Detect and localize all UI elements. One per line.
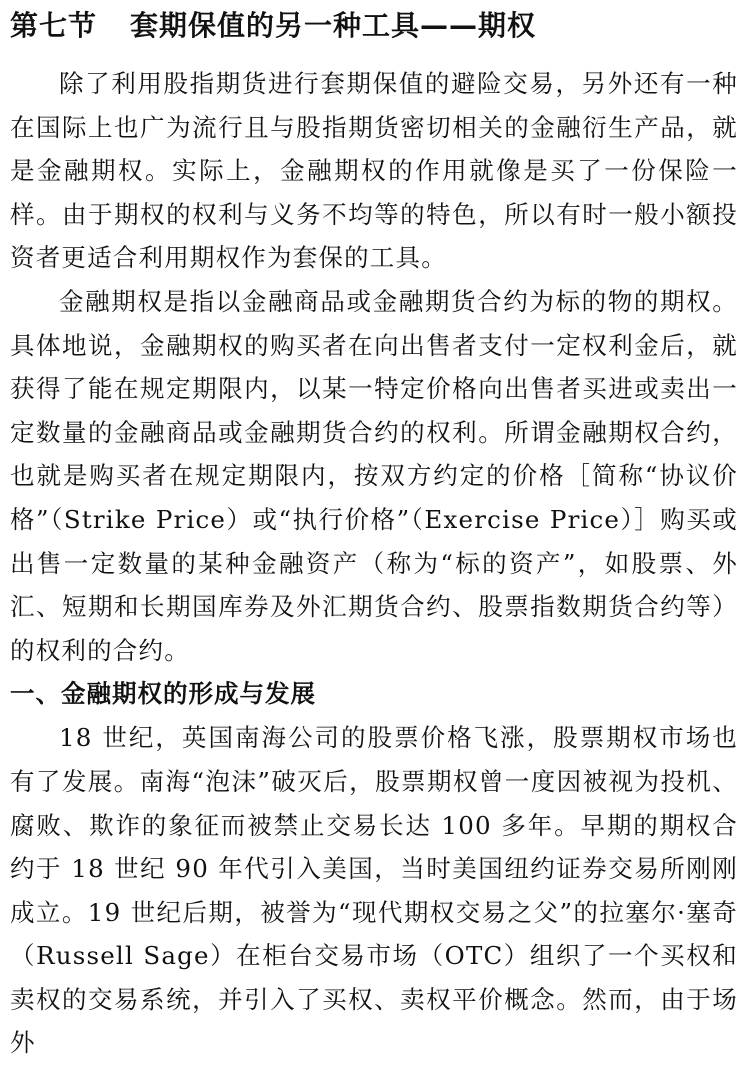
section-title-text: 套期保值的另一种工具——期权: [130, 9, 537, 42]
section-number: 第七节: [10, 9, 98, 42]
subsection-heading: 一、金融期权的形成与发展: [10, 679, 316, 709]
paragraph-intro: 除了利用股指期货进行套期保值的避险交易，另外还有一种在国际上也广为流行且与股指期货密切相关的金融衍生产品，就是金融期权。实际上，金融期权的作用就像是买了一份保险一样。由于期权的权利与义务不均等的特色，所以有时一般小额投资者更适合利用期权作为套保的工具。: [10, 69, 738, 273]
paragraph-definition: 金融期权是指以金融商品或金融期货合约为标的物的期权。具体地说，金融期权的购买者在向出售者支付一定权利金后，就获得了能在规定期限内，以某一特定价格向出售者买进或卖出一定数量的金融商品或金融期货合约的权利。所谓金融期权合约，也就是购买者在规定期限内，按双方约定的价格［简称“协议价格”（Strike Price）或“执行价格”（Exercise Price）］购买或出售一定数量的某种金融资产（称为“标的资产”，如股票、外汇、短期和长期国库券及外汇期货合约、股票指数期货合约等）的权利的合约。: [10, 286, 738, 665]
paragraph-history: 18 世纪，英国南海公司的股票价格飞涨，股票期权市场也有了发展。南海“泡沫”破灭后，股票期权曾一度因被视为投机、腐败、欺诈的象征而被禁止交易长达 100 多年。早期的期权合约于 18 世纪 90 年代引入美国，当时美国纽约证券交易所刚刚成立。19 世纪后期，被誉为“现代期权交易之父”的拉塞尔·塞奇（Russell Sage）在柜台交易市场（OTC）组织了一个买权和卖权的交易系统，并引入了买权、卖权平价概念。然而，由于场外: [10, 723, 738, 1058]
section-title: [10, 0, 738, 52]
